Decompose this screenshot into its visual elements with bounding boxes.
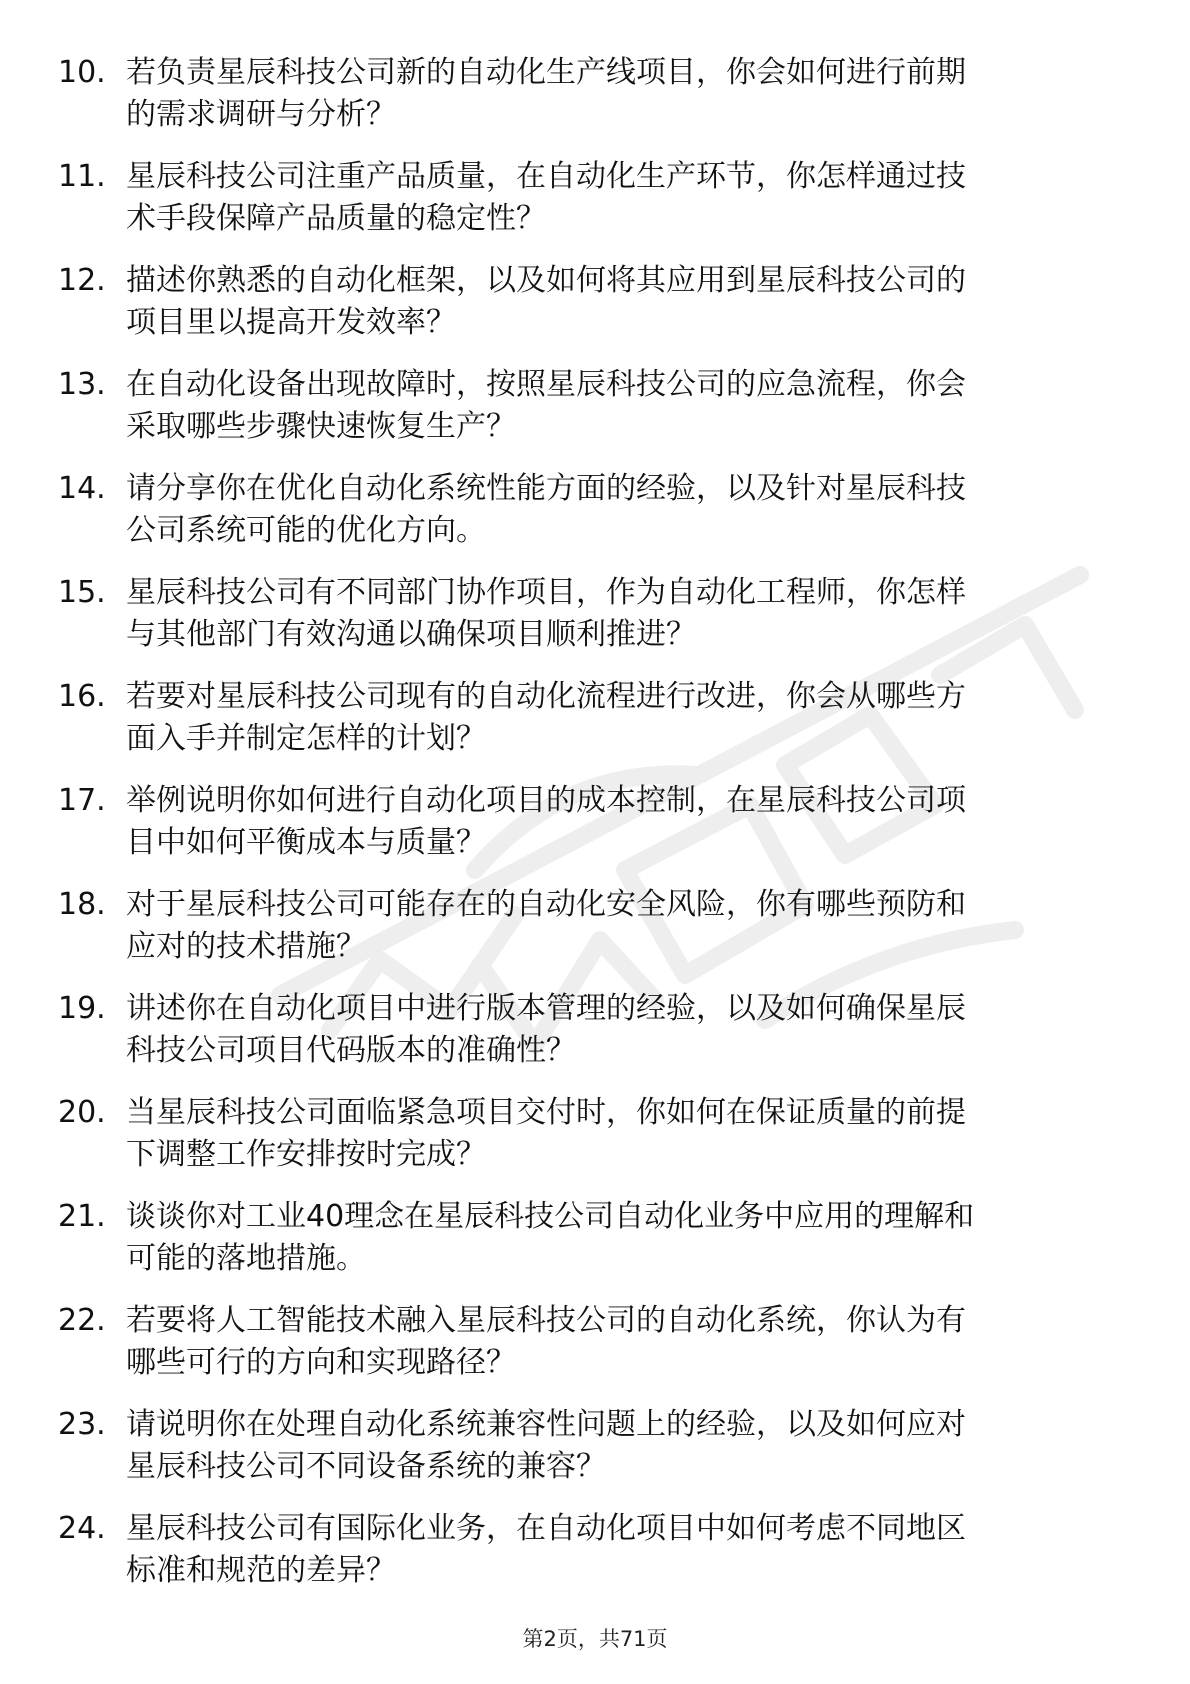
question-text: 举例说明你如何进行自动化项目的成本控制，在星辰科技公司项 目中如何平衡成本与质量？ bbox=[126, 783, 966, 860]
question-item-20 bbox=[58, 1092, 1118, 1196]
question-number: 12. bbox=[58, 263, 106, 298]
question-text: 请分享你在优化自动化系统性能方面的经验，以及针对星辰科技 公司系统可能的优化方向。 bbox=[126, 471, 966, 548]
question-text: 描述你熟悉的自动化框架，以及如何将其应用到星辰科技公司的 项目里以提高开发效率？ bbox=[126, 263, 966, 340]
question-text: 若要对星辰科技公司现有的自动化流程进行改进，你会从哪些方 面入手并制定怎样的计划？ bbox=[126, 679, 966, 756]
question-number: 22. bbox=[58, 1303, 106, 1338]
question-number: 10. bbox=[58, 55, 106, 90]
question-item-10 bbox=[58, 52, 1118, 156]
question-item-15 bbox=[58, 572, 1118, 676]
question-text: 对于星辰科技公司可能存在的自动化安全风险，你有哪些预防和 应对的技术措施？ bbox=[126, 887, 966, 964]
question-text: 当星辰科技公司面临紧急项目交付时，你如何在保证质量的前提 下调整工作安排按时完成？ bbox=[126, 1095, 966, 1172]
page-number-label: 第2页，共71页 bbox=[522, 1627, 668, 1651]
question-number: 18. bbox=[58, 887, 106, 922]
question-item-23 bbox=[58, 1404, 1118, 1508]
question-text: 星辰科技公司注重产品质量，在自动化生产环节，你怎样通过技 术手段保障产品质量的稳定性？ bbox=[126, 159, 966, 236]
question-item-18 bbox=[58, 884, 1118, 988]
question-number: 14. bbox=[58, 471, 106, 506]
question-item-11 bbox=[58, 156, 1118, 260]
question-text: 谈谈你对工业40理念在星辰科技公司自动化业务中应用的理解和 可能的落地措施。 bbox=[126, 1199, 975, 1276]
question-item-21 bbox=[58, 1196, 1118, 1300]
question-text: 若要将人工智能技术融入星辰科技公司的自动化系统，你认为有 哪些可行的方向和实现路径？ bbox=[126, 1303, 966, 1380]
question-item-14 bbox=[58, 468, 1118, 572]
question-item-22 bbox=[58, 1300, 1118, 1404]
question-text: 请说明你在处理自动化系统兼容性问题上的经验，以及如何应对 星辰科技公司不同设备系统的兼容？ bbox=[126, 1407, 966, 1484]
question-number: 16. bbox=[58, 679, 106, 714]
question-number: 19. bbox=[58, 991, 106, 1026]
question-item-17 bbox=[58, 780, 1118, 884]
question-text: 星辰科技公司有不同部门协作项目，作为自动化工程师，你怎样 与其他部门有效沟通以确保项目顺利推进？ bbox=[126, 575, 966, 652]
question-number: 23. bbox=[58, 1407, 106, 1442]
question-item-16 bbox=[58, 676, 1118, 780]
question-item-24 bbox=[58, 1508, 1118, 1612]
question-text: 若负责星辰科技公司新的自动化生产线项目，你会如何进行前期 的需求调研与分析？ bbox=[126, 55, 966, 132]
question-number: 17. bbox=[58, 783, 106, 818]
question-number: 11. bbox=[58, 159, 106, 194]
question-number: 24. bbox=[58, 1511, 106, 1546]
question-number: 13. bbox=[58, 367, 106, 402]
question-item-13 bbox=[58, 364, 1118, 468]
page-footer bbox=[0, 1625, 1190, 1653]
question-number: 21. bbox=[58, 1199, 106, 1234]
question-item-12 bbox=[58, 260, 1118, 364]
question-list bbox=[58, 52, 1118, 1612]
question-text: 星辰科技公司有国际化业务，在自动化项目中如何考虑不同地区 标准和规范的差异？ bbox=[126, 1511, 966, 1588]
question-item-19 bbox=[58, 988, 1118, 1092]
question-number: 15. bbox=[58, 575, 106, 610]
question-text: 讲述你在自动化项目中进行版本管理的经验，以及如何确保星辰 科技公司项目代码版本的准确性？ bbox=[126, 991, 966, 1068]
question-text: 在自动化设备出现故障时，按照星辰科技公司的应急流程，你会 采取哪些步骤快速恢复生产？ bbox=[126, 367, 966, 444]
question-number: 20. bbox=[58, 1095, 106, 1130]
